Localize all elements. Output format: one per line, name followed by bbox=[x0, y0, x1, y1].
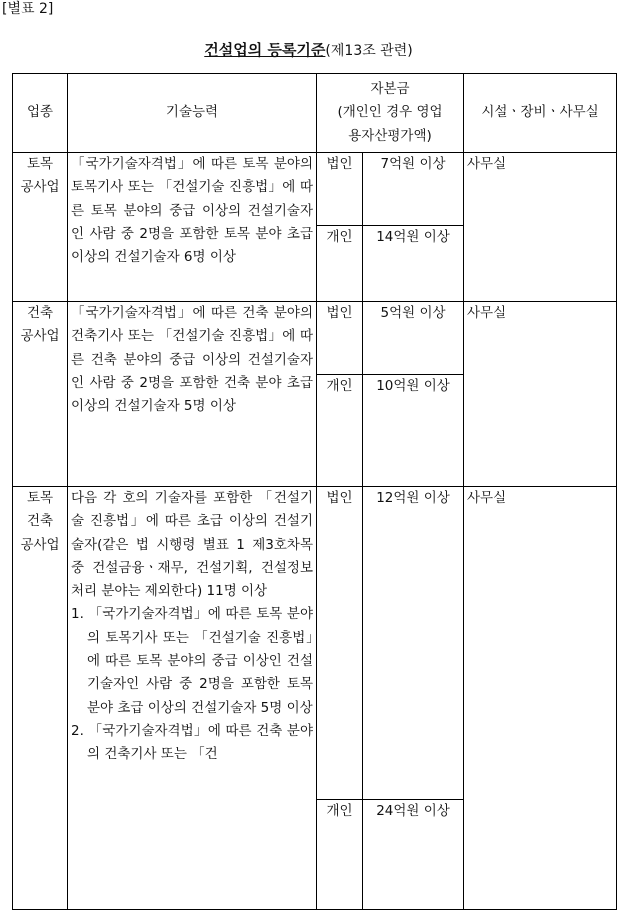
business-type-line: 공사업 bbox=[20, 536, 60, 553]
header-capital-line2: (개인인 경우 영업 bbox=[337, 104, 443, 121]
business-type-line: 공사업 bbox=[20, 179, 60, 196]
capital-indiv-label: 개인 bbox=[317, 800, 363, 910]
capital-corp-amount: 12억원 이상 bbox=[363, 487, 464, 800]
capital-corp-label: 법인 bbox=[317, 153, 363, 226]
requirement-intro: 다음 각 호의 기술자를 포함한 「건설기술 진흥법」에 따른 초급 이상의 건설기술자(같은 법 시행령 별표 1 제3호차목 중 건설금융ㆍ재무, 건설기획, 건설정보처리 분야는 제외한다) 11명 이상 bbox=[71, 490, 313, 600]
document-title bbox=[0, 40, 617, 61]
header-capital bbox=[317, 74, 464, 153]
title-sub: (제13조 관련) bbox=[325, 43, 413, 59]
header-capital-line3: 용자산평가액) bbox=[348, 127, 432, 144]
business-type-line: 건축 bbox=[26, 305, 54, 321]
requirement-civil-architecture bbox=[68, 487, 317, 910]
business-type-civil bbox=[13, 153, 68, 302]
requirement-item-2: 2. 「국가기술자격법」에 따른 건축 분야의 건축기사 또는 「건 bbox=[71, 722, 313, 763]
header-business-type: 업종 bbox=[13, 74, 68, 153]
title-main: 건설업의 등록기준 bbox=[204, 41, 326, 59]
capital-indiv-label: 개인 bbox=[317, 375, 363, 487]
business-type-line: 토목 bbox=[26, 156, 54, 172]
capital-indiv-amount: 10억원 이상 bbox=[363, 375, 464, 487]
header-facilities: 시설ㆍ장비ㆍ사무실 bbox=[464, 74, 617, 153]
facility-civil: 사무실 bbox=[464, 153, 617, 302]
business-type-line: 공사업 bbox=[20, 328, 60, 345]
capital-corp-label: 법인 bbox=[317, 487, 363, 800]
capital-corp-amount: 7억원 이상 bbox=[363, 153, 464, 226]
header-technical-capability: 기술능력 bbox=[68, 74, 317, 153]
table-header-row bbox=[13, 74, 617, 153]
header-capital-line1: 자본금 bbox=[370, 81, 410, 98]
registration-standards-table bbox=[12, 73, 617, 910]
capital-corp-amount: 5억원 이상 bbox=[363, 302, 464, 375]
capital-indiv-amount: 24억원 이상 bbox=[363, 800, 464, 910]
annex-label: [별표 2] bbox=[2, 1, 54, 17]
facility-architecture: 사무실 bbox=[464, 302, 617, 487]
requirement-item-1: 1. 「국가기술자격법」에 따른 토목 분야의 토목기사 또는 「건설기술 진흥법」에 따른 토목 분야의 중급 이상인 건설기술자인 사람 중 2명을 포함한 토목 분야 초급 이상의 건설기술자 5명 이상 bbox=[71, 606, 313, 716]
business-type-line: 건축 bbox=[26, 513, 54, 530]
capital-indiv-label: 개인 bbox=[317, 226, 363, 302]
business-type-architecture bbox=[13, 302, 68, 487]
facility-civil-architecture: 사무실 bbox=[464, 487, 617, 910]
table-row bbox=[13, 153, 617, 226]
business-type-civil-architecture bbox=[13, 487, 68, 910]
table-row bbox=[13, 487, 617, 800]
capital-corp-label: 법인 bbox=[317, 302, 363, 375]
requirement-architecture: 「국가기술자격법」에 따른 건축 분야의 건축기사 또는 「건설기술 진흥법」에 따른 건축 분야의 중급 이상의 건설기술자인 사람 중 2명을 포함한 건축 분야 초급 이상의 건설기술자 5명 이상 bbox=[68, 302, 317, 487]
requirement-civil: 「국가기술자격법」에 따른 토목 분야의 토목기사 또는 「건설기술 진흥법」에 따른 토목 분야의 중급 이상의 건설기술자인 사람 중 2명을 포함한 토목 분야 초급 이상의 건설기술자 6명 이상 bbox=[68, 153, 317, 302]
business-type-line: 토목 bbox=[26, 490, 54, 506]
capital-indiv-amount: 14억원 이상 bbox=[363, 226, 464, 302]
table-row bbox=[13, 302, 617, 375]
